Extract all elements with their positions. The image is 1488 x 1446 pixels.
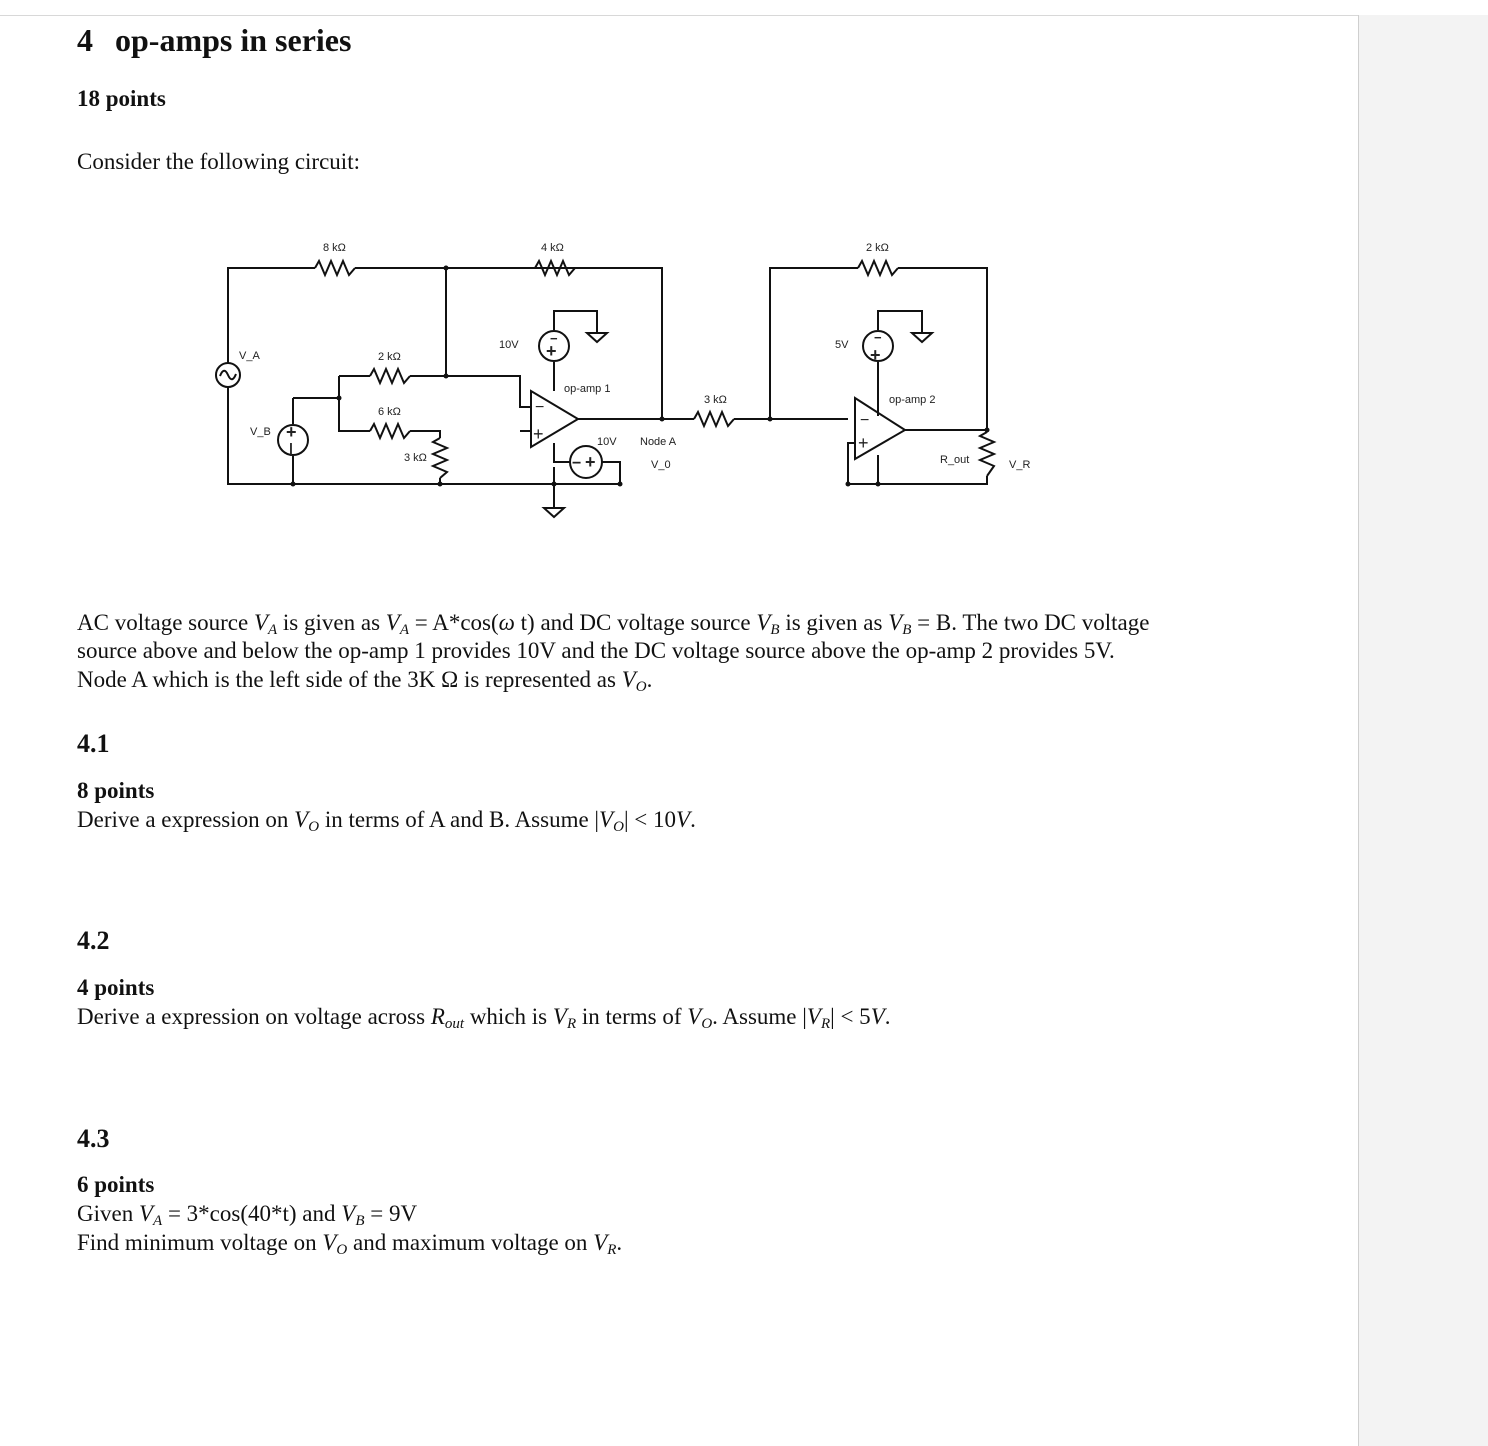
q2-text: Derive a expression on voltage across $R_{out}$ which is $V_R$ in terms of $V_O$. Assume $|V_R| < 5V$. bbox=[77, 1004, 891, 1032]
label-rout: R_out bbox=[940, 454, 970, 466]
opamp-2 bbox=[855, 398, 905, 459]
svg-text:+: + bbox=[546, 341, 557, 361]
svg-text:+: + bbox=[858, 433, 869, 453]
q3-points: 6 points bbox=[77, 1172, 155, 1197]
section-number: 4 bbox=[77, 22, 93, 58]
q1-number: 4.1 bbox=[77, 729, 110, 758]
svg-text:+: + bbox=[585, 452, 596, 472]
svg-text:−: − bbox=[860, 412, 870, 429]
resistor-3k-vertical bbox=[433, 438, 447, 478]
q2-points: 4 points bbox=[77, 975, 155, 1000]
q3-line-1: Given $V_A = 3*\cos(40*t)$ and $V_B = 9V$ bbox=[77, 1201, 418, 1229]
label-node-a: Node A bbox=[640, 436, 677, 448]
dc-source-vb bbox=[278, 422, 308, 456]
dc-source-10v-top bbox=[539, 331, 569, 361]
label-va: V_A bbox=[239, 350, 260, 362]
svg-text:+: + bbox=[870, 345, 881, 365]
label-6k: 6 kΩ bbox=[378, 406, 401, 418]
q1-text: Derive a expression on $V_O$ in terms of A and B. Assume $|V_O| < 10V$. bbox=[77, 807, 696, 835]
dc-source-10v-bottom bbox=[570, 446, 602, 478]
label-opamp1: op-amp 1 bbox=[564, 383, 611, 395]
resistor-2k-top bbox=[858, 261, 898, 275]
resistor-2k-mid bbox=[370, 369, 410, 383]
label-3k-vertical: 3 kΩ bbox=[404, 452, 427, 464]
svg-text:−: − bbox=[874, 330, 882, 345]
label-8k: 8 kΩ bbox=[323, 242, 346, 254]
intro-text: Consider the following circuit: bbox=[77, 149, 360, 174]
section-points: 18 points bbox=[77, 86, 166, 111]
svg-text:−: − bbox=[550, 331, 558, 346]
label-10v-top: 10V bbox=[499, 339, 519, 351]
dc-source-5v bbox=[863, 330, 893, 365]
svg-text:−: − bbox=[535, 399, 545, 416]
label-vr: V_R bbox=[1009, 459, 1031, 471]
resistor-rout bbox=[980, 432, 994, 476]
label-4k: 4 kΩ bbox=[541, 242, 564, 254]
label-5v: 5V bbox=[835, 339, 849, 351]
q2-number: 4.2 bbox=[77, 926, 110, 955]
label-v0: V_0 bbox=[651, 459, 671, 471]
resistor-3k-series bbox=[694, 412, 734, 426]
resistor-6k bbox=[370, 424, 410, 438]
label-3k-series: 3 kΩ bbox=[704, 394, 727, 406]
section-title: op-amps in series bbox=[115, 22, 352, 58]
q3-number: 4.3 bbox=[77, 1124, 110, 1153]
label-opamp2: op-amp 2 bbox=[889, 394, 936, 406]
description-line-2: source above and below the op-amp 1 provides 10V and the DC voltage source above the op-amp 2 provides 5V. bbox=[77, 638, 1115, 663]
svg-text:+: + bbox=[286, 422, 297, 442]
q1-points: 8 points bbox=[77, 778, 155, 803]
label-vb: V_B bbox=[250, 426, 271, 438]
ac-source-va bbox=[216, 363, 240, 387]
opamp-1 bbox=[531, 391, 578, 447]
resistor-8k bbox=[315, 261, 355, 275]
label-2k-top: 2 kΩ bbox=[866, 242, 889, 254]
label-2k-mid: 2 kΩ bbox=[378, 351, 401, 363]
circuit-diagram bbox=[0, 0, 1360, 540]
right-side-panel bbox=[1358, 15, 1488, 1446]
q3-line-2: Find minimum voltage on $V_O$ and maximum voltage on $V_R$. bbox=[77, 1230, 623, 1258]
description-line-1: AC voltage source $V_A$ is given as $V_A = A*\cos(\omega$ t) and DC voltage source $V_B$ is given as $V_B = B$. The two DC voltage bbox=[77, 610, 1150, 638]
description-line-3: Node A which is the left side of the 3K Ω is represented as $V_O$. bbox=[77, 667, 653, 695]
svg-text:−: − bbox=[572, 455, 582, 472]
label-10v-bottom: 10V bbox=[597, 436, 617, 448]
svg-text:|: | bbox=[289, 440, 293, 456]
svg-text:+: + bbox=[533, 424, 544, 444]
